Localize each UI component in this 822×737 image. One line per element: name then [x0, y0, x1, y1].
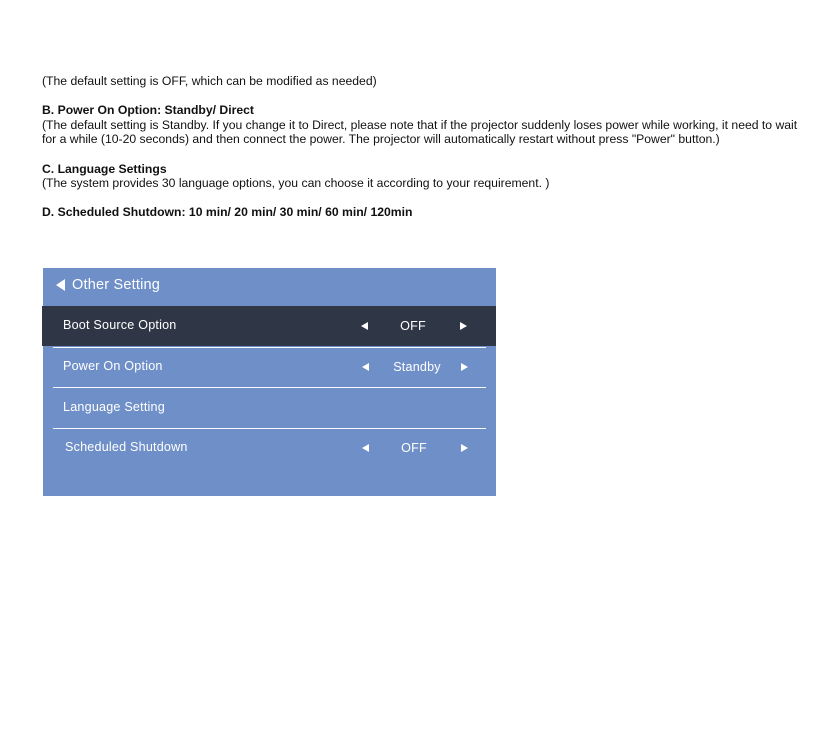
section-c-heading: C. Language Settings	[42, 161, 167, 176]
arrow-left-icon[interactable]	[361, 322, 368, 330]
spacer	[42, 191, 812, 206]
section-b-body: (The default setting is Standby. If you change it to Direct, please note that if the projector suddenly loses power while working, it need to wait for a while (10-20 seconds) and then connect the power. The projector will automatically restart without press "Power" button.)	[42, 117, 798, 147]
arrow-left-icon[interactable]	[362, 363, 369, 371]
menu-item-language-setting[interactable]	[43, 388, 496, 428]
instruction-text	[42, 74, 812, 220]
spacer	[42, 147, 812, 162]
menu-item-label: Boot Source Option	[63, 318, 177, 332]
menu-item-value: OFF	[401, 441, 427, 455]
menu-item-label: Scheduled Shutdown	[65, 440, 188, 454]
arrow-right-icon[interactable]	[460, 322, 467, 330]
spacer	[42, 89, 812, 104]
section-b-heading: B. Power On Option: Standby/ Direct	[42, 103, 254, 118]
menu-item-power-on-option[interactable]	[43, 348, 496, 388]
other-setting-menu	[43, 268, 496, 496]
menu-item-boot-source-option[interactable]	[42, 306, 496, 346]
arrow-left-icon[interactable]	[362, 444, 369, 452]
menu-item-scheduled-shutdown[interactable]	[43, 429, 496, 469]
menu-item-value: Standby	[393, 360, 441, 374]
section-c-body: (The system provides 30 language options, you can choose it according to your requirement. )	[42, 176, 550, 191]
menu-item-label: Language Setting	[63, 400, 165, 414]
arrow-right-icon[interactable]	[461, 363, 468, 371]
menu-title: Other Setting	[72, 277, 161, 293]
arrow-right-icon[interactable]	[461, 444, 468, 452]
menu-header[interactable]	[43, 268, 496, 306]
back-arrow-icon[interactable]	[56, 279, 65, 291]
menu-item-value: OFF	[400, 319, 426, 333]
menu-item-label: Power On Option	[63, 359, 163, 373]
intro-note: (The default setting is OFF, which can be modified as needed)	[42, 74, 377, 88]
section-d-heading: D. Scheduled Shutdown: 10 min/ 20 min/ 30 min/ 60 min/ 120min	[42, 205, 413, 220]
